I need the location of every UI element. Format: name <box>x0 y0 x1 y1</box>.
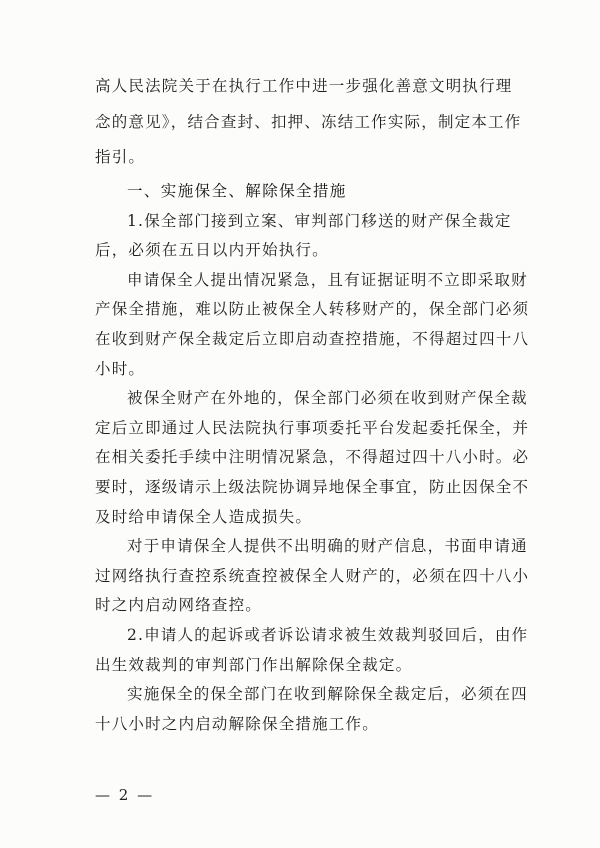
paragraph-4-line-2: 过网络执行查控系统查控被保全人财产的，必须在四十八小 <box>95 567 530 585</box>
paragraph-6-line-1: 实施保全的保全部门在收到解除保全裁定后，必须在四 <box>127 685 528 703</box>
paragraph-3-line-2: 定后立即通过人民法院执行事项委托平台发起委托保全，并 <box>95 419 530 437</box>
paragraph-3-line-5: 及时给申请保全人造成损失。 <box>95 508 313 526</box>
paragraph-5-line-1: 2.申请人的起诉或者诉讼请求被生效裁判驳回后，由作 <box>127 626 529 644</box>
intro-line-1: 高人民法院关于在执行工作中进一步强化善意文明执行理 <box>95 77 513 95</box>
section-heading: 一、实施保全、解除保全措施 <box>127 182 347 200</box>
page-number: — 2 — <box>95 786 155 804</box>
paragraph-2-line-2: 产保全措施，难以防止被保全人转移财产的，保全部门必须 <box>95 300 530 318</box>
paragraph-3-line-4: 要时，逐级请示上级法院协调异地保全事宜，防止因保全不 <box>95 478 530 496</box>
paragraph-3-line-3: 在相关委托手续中注明情况紧急，不得超过四十八小时。必 <box>95 448 530 466</box>
paragraph-2-line-3: 在收到财产保全裁定后立即启动查控措施，不得超过四十八 <box>95 330 530 348</box>
paragraph-1-line-2: 后，必须在五日以内开始执行。 <box>95 241 329 259</box>
paragraph-1-line-1: 1.保全部门接到立案、审判部门移送的财产保全裁定 <box>127 212 512 230</box>
paragraph-4-line-3: 时之内启动网络查控。 <box>95 596 263 614</box>
paragraph-4-line-1: 对于申请保全人提供不出明确的财产信息，书面申请通 <box>127 537 528 555</box>
paragraph-2-line-1: 申请保全人提出情况紧急，且有证据证明不立即采取财 <box>127 271 528 289</box>
paragraph-6-line-2: 十八小时之内启动解除保全措施工作。 <box>95 715 379 733</box>
intro-line-2: 念的意见》，结合查封、扣押、冻结工作实际，制定本工作 <box>95 113 522 131</box>
paragraph-3-line-1: 被保全财产在外地的，保全部门必须在收到财产保全裁 <box>127 389 528 407</box>
paragraph-5-line-2: 出生效裁判的审判部门作出解除保全裁定。 <box>95 656 413 674</box>
paragraph-2-line-4: 小时。 <box>95 360 146 378</box>
intro-line-3: 指引。 <box>95 148 146 166</box>
